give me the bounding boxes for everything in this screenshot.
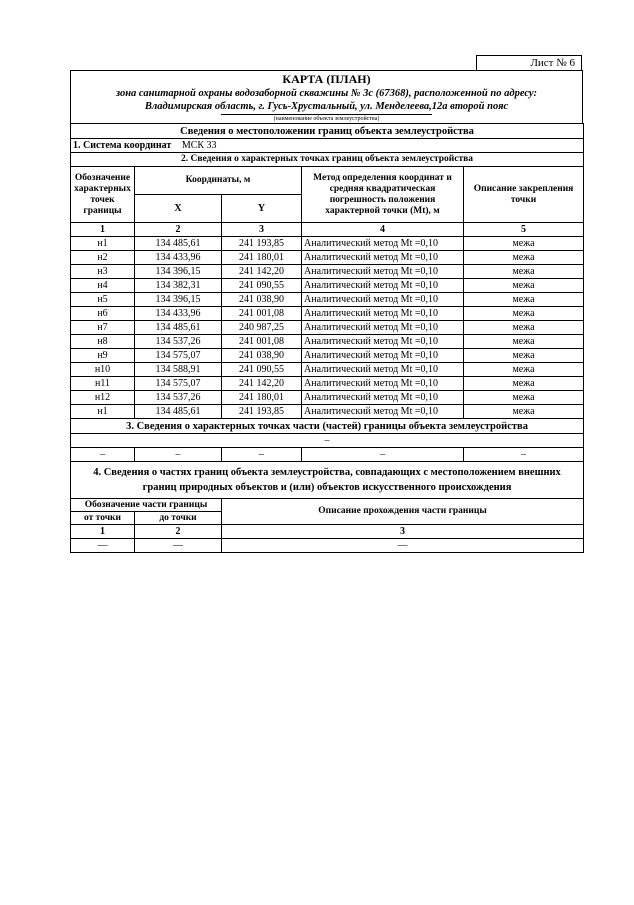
coord-y: 241 142,20: [222, 265, 302, 279]
method: Аналитический метод Mt =0,10: [302, 349, 464, 363]
coord-system-row: [71, 139, 302, 153]
coord-y: 241 193,85: [222, 237, 302, 251]
method: Аналитический метод Mt =0,10: [302, 237, 464, 251]
coord-x: 134 575,07: [135, 349, 222, 363]
method: Аналитический метод Mt =0,10: [302, 405, 464, 419]
method: Аналитический метод Mt =0,10: [302, 293, 464, 307]
coord-y: 241 001,08: [222, 307, 302, 321]
coord-x: 134 485,61: [135, 405, 222, 419]
col-num: 2: [135, 223, 222, 237]
table-row: [71, 307, 584, 321]
boundary-table: [70, 123, 584, 462]
coord-system-label: 1. Система координат: [73, 140, 172, 151]
coord-y: 241 142,20: [222, 377, 302, 391]
coord-x: 134 433,96: [135, 307, 222, 321]
method: Аналитический метод Mt =0,10: [302, 321, 464, 335]
col-y-header: Y: [222, 195, 302, 223]
section-main-title: Сведения о местоположении границ объекта землеустройства: [71, 124, 584, 139]
coord-y: 241 180,01: [222, 251, 302, 265]
document-header: [70, 70, 583, 123]
point-desc: межа: [464, 279, 584, 293]
table-row: [71, 237, 584, 251]
table-row: [71, 321, 584, 335]
point-desc: межа: [464, 405, 584, 419]
point-desc: межа: [464, 335, 584, 349]
col-desc-header: Описание закрепления точки: [464, 167, 584, 223]
table-row: [71, 391, 584, 405]
point-desc: межа: [464, 363, 584, 377]
method: Аналитический метод Mt =0,10: [302, 279, 464, 293]
coord-x: 134 485,61: [135, 321, 222, 335]
point-desc: межа: [464, 391, 584, 405]
table-row: [71, 279, 584, 293]
coord-x: 134 575,07: [135, 377, 222, 391]
point-desc: межа: [464, 377, 584, 391]
method: Аналитический метод Mt =0,10: [302, 265, 464, 279]
coord-x: 134 396,15: [135, 293, 222, 307]
col-from-header: от точки: [71, 512, 135, 525]
coord-y: 240 987,25: [222, 321, 302, 335]
coord-x: 134 588,91: [135, 363, 222, 377]
point-desc: межа: [464, 321, 584, 335]
point-desc: межа: [464, 307, 584, 321]
point-name: н12: [71, 391, 135, 405]
col-num: 1: [71, 223, 135, 237]
coord-y: 241 038,90: [222, 293, 302, 307]
col-num: 1: [71, 525, 135, 539]
coord-y: 241 001,08: [222, 335, 302, 349]
method: Аналитический метод Mt =0,10: [302, 307, 464, 321]
section3-empty-row: –: [71, 434, 584, 448]
coord-x: 134 396,15: [135, 265, 222, 279]
col-num: 3: [222, 223, 302, 237]
coord-x: 134 485,61: [135, 237, 222, 251]
object-caption: (наименование объекта землеустройства): [221, 114, 432, 123]
point-name: н3: [71, 265, 135, 279]
section4-dash: —: [71, 539, 135, 553]
section3-dash: –: [135, 448, 222, 462]
table-row: [71, 405, 584, 419]
col-num: 3: [222, 525, 584, 539]
table-row: [71, 349, 584, 363]
coord-y: 241 038,90: [222, 349, 302, 363]
point-desc: межа: [464, 237, 584, 251]
section2-title: 2. Сведения о характерных точках границ объекта землеустройства: [71, 153, 584, 167]
point-desc: межа: [464, 293, 584, 307]
points-body: [71, 237, 584, 419]
table-row: [71, 363, 584, 377]
col-pass-desc-header: Описание прохождения части границы: [222, 499, 584, 525]
col-to-header: до точки: [135, 512, 222, 525]
point-name: н2: [71, 251, 135, 265]
point-name: н1: [71, 405, 135, 419]
point-desc: межа: [464, 251, 584, 265]
coord-system-value: МСК 33: [181, 140, 217, 151]
method: Аналитический метод Mt =0,10: [302, 377, 464, 391]
method: Аналитический метод Mt =0,10: [302, 251, 464, 265]
point-name: н6: [71, 307, 135, 321]
table-row: [71, 265, 584, 279]
section3-dash: –: [71, 448, 135, 462]
parts-table: [70, 462, 584, 553]
document-subtitle-line1: зона санитарной охраны водозаборной скважины № 3с (67368), расположенной по адресу:: [116, 88, 537, 99]
col-x-header: X: [135, 195, 222, 223]
section4-dash: —: [222, 539, 584, 553]
coord-y: 241 193,85: [222, 405, 302, 419]
coord-y: 241 090,55: [222, 279, 302, 293]
coord-y: 241 180,01: [222, 391, 302, 405]
table-row: [71, 377, 584, 391]
col-coords-header: Координаты, м: [135, 167, 302, 195]
point-name: н10: [71, 363, 135, 377]
point-name: н9: [71, 349, 135, 363]
method: Аналитический метод Mt =0,10: [302, 363, 464, 377]
point-desc: межа: [464, 265, 584, 279]
method: Аналитический метод Mt =0,10: [302, 335, 464, 349]
coord-x: 134 382,31: [135, 279, 222, 293]
section4-title: 4. Сведения о частях границ объекта землеустройства, совпадающих с местоположением внешних границ природных объектов и (или) объектов искусственного происхождения: [71, 462, 584, 499]
col-num: 5: [464, 223, 584, 237]
coord-x: 134 537,26: [135, 335, 222, 349]
coord-y: 241 090,55: [222, 363, 302, 377]
table-row: [71, 251, 584, 265]
col-num: 2: [135, 525, 222, 539]
document-subtitle-line2: Владимирская область, г. Гусь-Хрустальный, ул. Менделеева,12а второй пояс: [144, 101, 509, 112]
point-desc: межа: [464, 349, 584, 363]
coord-system-empty: [302, 139, 584, 153]
section4-dash: —: [135, 539, 222, 553]
col-point-header: Обозначение характерных точек границы: [71, 167, 135, 223]
col-num: 4: [302, 223, 464, 237]
point-name: н1: [71, 237, 135, 251]
coord-x: 134 537,26: [135, 391, 222, 405]
document-title: КАРТА (ПЛАН): [282, 72, 371, 86]
point-name: н11: [71, 377, 135, 391]
document-frame: [70, 70, 583, 553]
method: Аналитический метод Mt =0,10: [302, 391, 464, 405]
table-row: [71, 335, 584, 349]
point-name: н8: [71, 335, 135, 349]
point-name: н5: [71, 293, 135, 307]
sheet-number: Лист № 6: [476, 55, 582, 71]
point-name: н7: [71, 321, 135, 335]
section3-title: 3. Сведения о характерных точках части (частей) границы объекта землеустройства: [71, 419, 584, 434]
section3-dash: –: [222, 448, 302, 462]
section3-dash: –: [464, 448, 584, 462]
col-method-header: Метод определения координат и средняя квадратическая погрешность положения характерной точки (Mt), м: [302, 167, 464, 223]
col-part-header: Обозначение части границы: [71, 499, 222, 512]
point-name: н4: [71, 279, 135, 293]
table-row: [71, 293, 584, 307]
section3-dash: –: [302, 448, 464, 462]
coord-x: 134 433,96: [135, 251, 222, 265]
